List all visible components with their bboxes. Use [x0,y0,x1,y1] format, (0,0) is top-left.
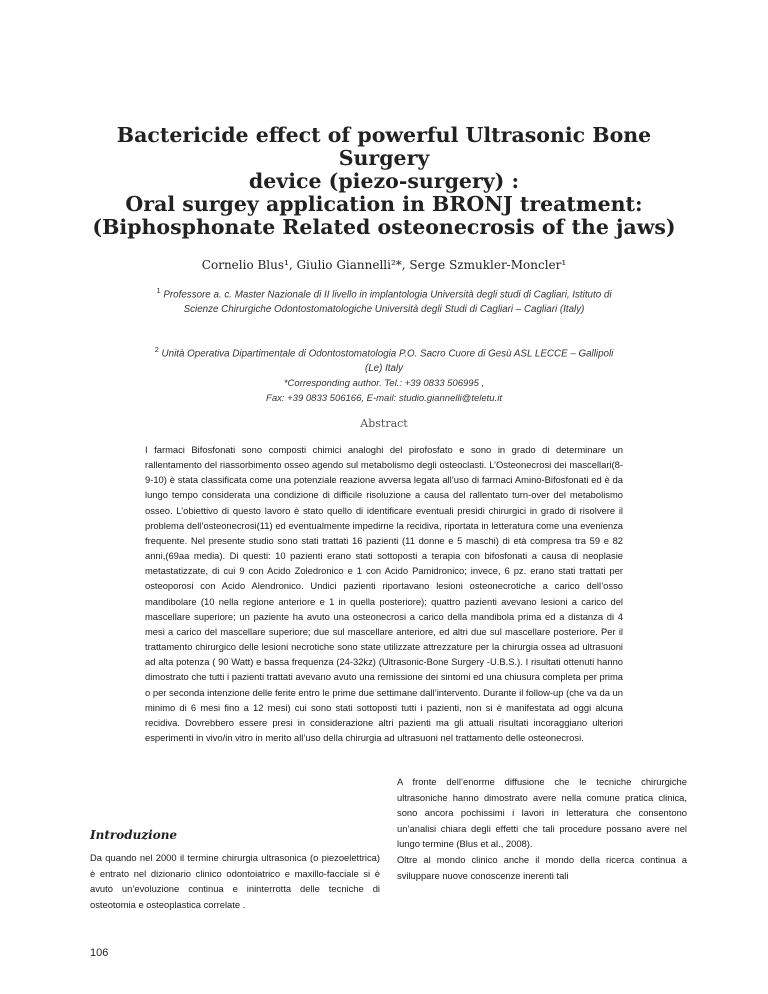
affiliation-1-text: Professore a. c. Master Nazionale di II livello in implantologia Università degli studi di Cagliari, Istituto di Scienze Chirurgiche Odontostomatologiche Università degli Studi di Cagliari – Cagliari (Italy) [163,289,612,315]
affiliation-2 [145,343,623,376]
introduction-paragraph: Da quando nel 2000 il termine chirurgia ultrasonica (o piezoelettrica) è entrato nel dizionario clinico odontoiatrico e maxillo-facciale si è avuto un’evoluzione continua e ininterrotta delle tecniche di osteotomia e osteoplastica correlate . [90,852,380,910]
affiliation-2-mark: 2 [154,345,159,354]
left-column [90,828,380,912]
title-line-4: (Biphosphonate Related osteonecrosis of the jaws) [92,215,676,239]
right-column-paragraph-2: Oltre al mondo clinico anche il mondo della ricerca continua a sviluppare nuove conoscenze inerenti tali [397,853,687,881]
affiliation-1 [145,284,623,317]
title-line-2: device (piezo-surgery) : [248,169,520,193]
right-column-paragraph: A fronte dell’enorme diffusione che le tecniche chirurgiche ultrasoniche hanno dimostrato avere nella comune pratica clinica, sono ancora pochissimi i lavori in letteratura che consentono un’analisi chiara degli effetti che tali procedure possano avere nel lungo termine (Blus et al., 2008). [397,776,687,850]
title-line-1: Bactericide effect of powerful Ultrasonic Bone Surgery [116,123,652,170]
abstract-heading: Abstract [360,417,408,430]
paper-title [80,124,688,239]
abstract-body: I farmaci Bifosfonati sono composti chimici analoghi del pirofosfato e sono in grado di determinare un rallentamento del riassorbimento osseo agendo sul metabolismo degli osteoclasti. L’Osteonecrosi dei mascellari(8-9-10) è stata classificata come una potenziale reazione avversa legata all’uso di farmaci Amino-Bifosfonati ed è da lungo tempo considerata una condizione di difficile risoluzione a causa del rallentato turn-over del metabolismo osseo. L’obiettivo di questo lavoro è stato quello di identificare eventuali presidi chirurgici in grado di risolvere il problema dell’osteonecrosi(11) ed eventualmente impedirne la recidiva, riportata in letteratura come una evenienza frequente. Nel presente studio sono stati trattati 16 pazienti (11 donne e 5 maschi) di età compresa tra 59 e 82 anni,(69aa media). Di questi: 10 pazienti erano stati sottoposti a terapia con bifosfonati a causa di neoplasie metastatizzate, di cui 9 con Acido Zoledronico e 1 con Acido Pamidronico; invece, 6 pz. erano stati trattati per osteoporosi con Acido Alendronico. Undici pazienti riportavano lesioni osteonecrotiche a carico dell’osso mandibolare (10 nella regione anteriore e 1 in quella posteriore); quattro pazienti avevano lesioni a carico del mascellare superiore; un paziente ha avuto una osteonecrosi a carico della mandibola prima ed a distanza di 4 mesi a carico del mascellare superiore; due sul mascellare anteriore, ed altri due sul mascellare posteriore. Per il trattamento chirurgico delle lesioni necrotiche sono state utilizzate attrezzature per la chirurgia ossea ad ultrasuoni ad alta potenza ( 90 Watt) e bassa frequenza (24-32kz) (Ultrasonic-Bone Surgery -U.B.S.). I risultati ottenuti hanno dimostrato che tutti i pazienti trattati avevano avuto una remissione dei sintomi ed una chiusura completa per prima o per seconda intenzione delle ferite entro le prime due settimane dall’intervento. Durante il follow-up (che va da un minimo di 6 mesi fino a 12 mesi) cui sono stati sottoposti tutti i pazienti, non si è manifestata ad oggi alcuna recidiva. Dovrebbero essere presi in considerazione altri pazienti ma gli attuali risultati incoraggiano ulteriori esperimenti in vivo/in vitro in merito all’uso della chirurgia ad ultrasuoni nel trattamento delle osteonecrosi. [145,444,623,743]
title-line-3: Oral surgey application in BRONJ treatment: [125,192,643,216]
corresponding-line-2: Fax: +39 0833 506166, E-mail: studio.giannelli@teletu.it [266,392,502,404]
affiliation-1-mark: 1 [156,286,161,295]
corresponding-author [145,377,623,406]
introduction-heading: Introduzione [90,828,178,842]
author-list: Cornelio Blus¹, Giulio Giannelli²*, Serge Szmukler-Moncler¹ [201,258,567,272]
right-column [397,774,687,883]
corresponding-line-1: *Corresponding author. Tel.: +39 0833 506995 , [283,378,485,389]
page-number: 106 [90,947,109,959]
affiliation-2-text: Unità Operativa Dipartimentale di Odontostomatologia P.O. Sacro Cuore di Gesù ASL LECCE – Gallipoli (Le) Italy [161,348,614,374]
